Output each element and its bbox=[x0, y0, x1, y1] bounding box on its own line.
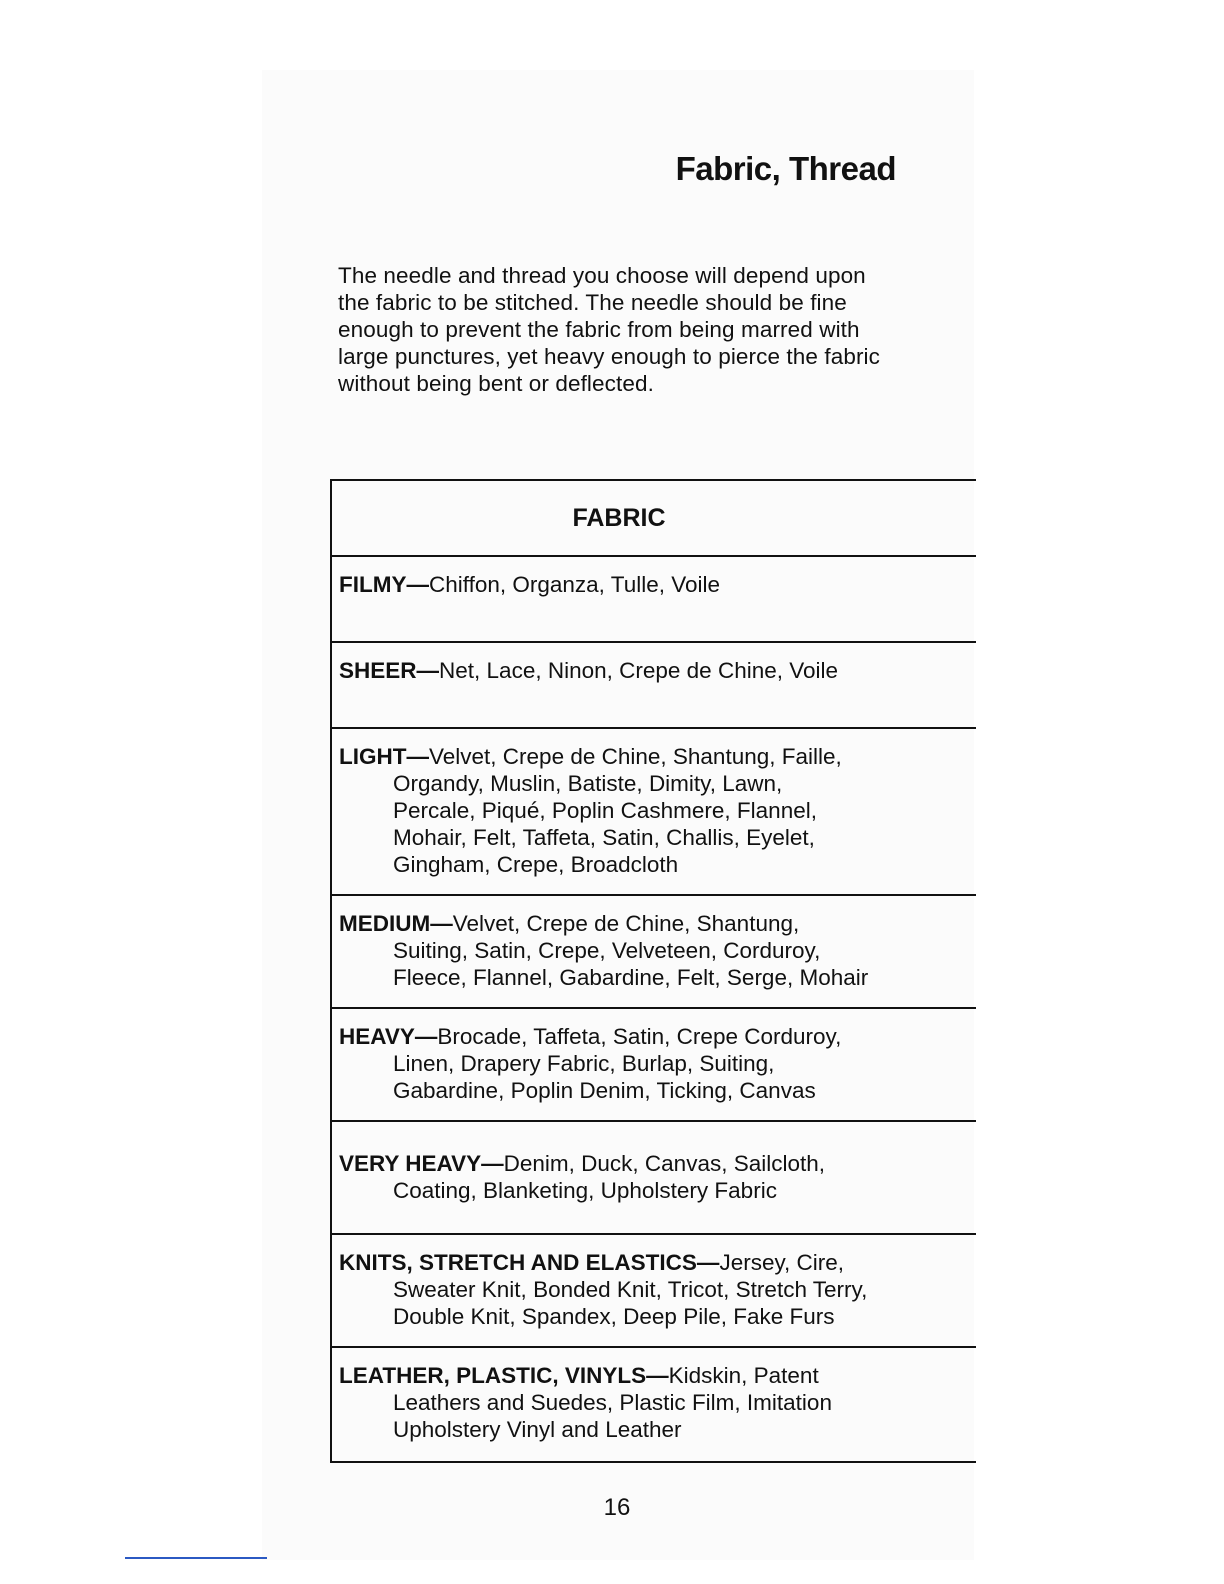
table-row bbox=[332, 1122, 976, 1235]
table-row bbox=[332, 557, 976, 643]
row-label: VERY HEAVY— bbox=[339, 1151, 504, 1176]
row-text: Brocade, Taffeta, Satin, Crepe Corduroy, bbox=[437, 1024, 842, 1049]
page-title: Fabric, Thread bbox=[675, 150, 896, 187]
row-text: Velvet, Crepe de Chine, Shantung, bbox=[452, 911, 800, 936]
table-row bbox=[332, 1235, 976, 1348]
fabric-table bbox=[330, 479, 976, 1463]
row-text: Jersey, Cire, bbox=[719, 1250, 845, 1275]
scan-edge-line bbox=[125, 1557, 267, 1559]
table-row bbox=[332, 729, 976, 896]
table-row bbox=[332, 896, 976, 1009]
table-row bbox=[332, 1009, 976, 1122]
row-label: KNITS, STRETCH AND ELASTICS— bbox=[339, 1250, 720, 1275]
intro-paragraph: The needle and thread you choose will depend upon the fabric to be stitched. The needle should be fine enough to prevent the fabric from being marred with large punctures, yet heavy enough to pierce the fabric without being bent or deflected. bbox=[338, 263, 880, 396]
row-continuation: Sweater Knit, Bonded Knit, Tricot, Stretch Terry, Double Knit, Spandex, Deep Pile, Fake Furs bbox=[393, 1277, 868, 1329]
row-continuation: Linen, Drapery Fabric, Burlap, Suiting, Gabardine, Poplin Denim, Ticking, Canvas bbox=[393, 1051, 816, 1103]
row-text: Net, Lace, Ninon, Crepe de Chine, Voile bbox=[439, 658, 839, 683]
row-text: Velvet, Crepe de Chine, Shantung, Faille, bbox=[429, 744, 842, 769]
row-text: Kidskin, Patent bbox=[668, 1363, 819, 1388]
page-number: 16 bbox=[603, 1494, 631, 1521]
row-label: FILMY— bbox=[339, 572, 429, 597]
row-text: Chiffon, Organza, Tulle, Voile bbox=[429, 572, 721, 597]
row-text: Denim, Duck, Canvas, Sailcloth, bbox=[503, 1151, 826, 1176]
table-row bbox=[332, 643, 976, 729]
row-label: SHEER— bbox=[339, 658, 440, 683]
row-continuation: Leathers and Suedes, Plastic Film, Imitation Upholstery Vinyl and Leather bbox=[393, 1390, 832, 1442]
row-label: MEDIUM— bbox=[339, 911, 453, 936]
row-label: LIGHT— bbox=[339, 744, 429, 769]
row-continuation: Organdy, Muslin, Batiste, Dimity, Lawn, Percale, Piqué, Poplin Cashmere, Flannel, Mohair, Felt, Taffeta, Satin, Challis, Eyelet, Gingham, Crepe, Broadcloth bbox=[393, 771, 817, 877]
row-label: LEATHER, PLASTIC, VINYLS— bbox=[339, 1363, 669, 1388]
row-continuation: Coating, Blanketing, Upholstery Fabric bbox=[393, 1178, 777, 1203]
table-row bbox=[332, 1348, 976, 1461]
row-continuation: Suiting, Satin, Crepe, Velveteen, Corduroy, Fleece, Flannel, Gabardine, Felt, Serge, Mohair bbox=[393, 938, 869, 990]
row-label: HEAVY— bbox=[339, 1024, 438, 1049]
table-header: FABRIC bbox=[332, 481, 976, 557]
